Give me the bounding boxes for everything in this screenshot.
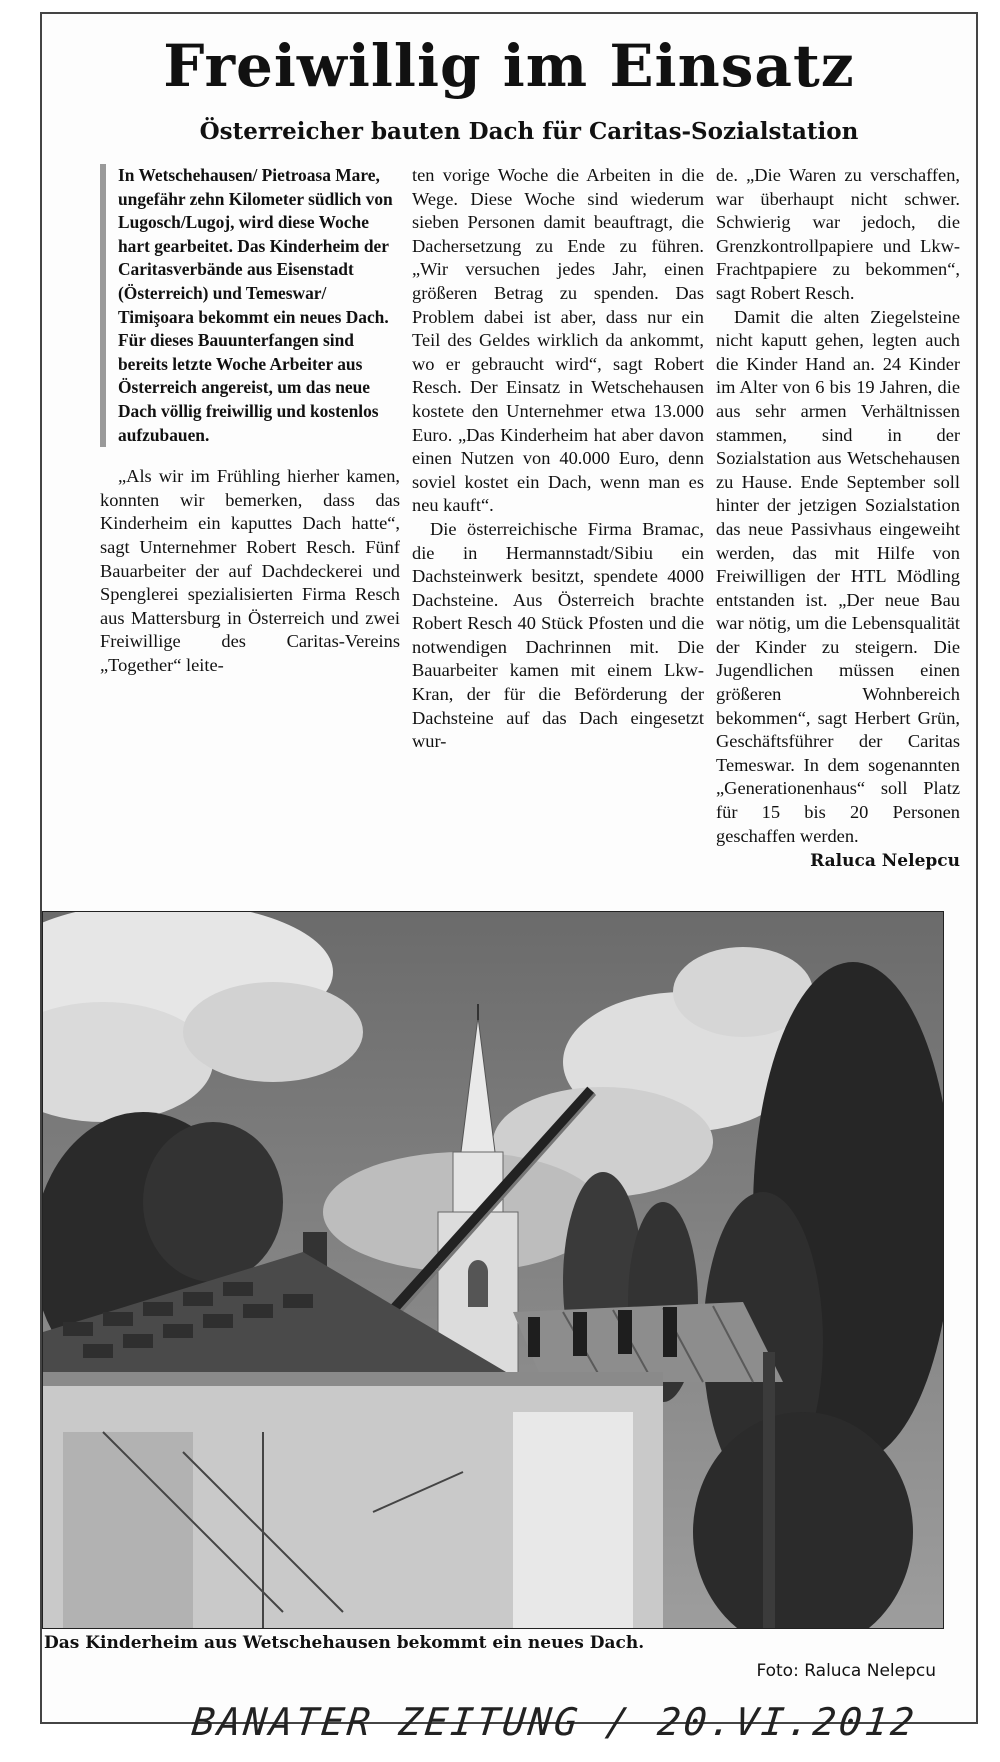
article-paragraph: ten vorige Woche die Arbeiten in die Wege. Diese Woche sind wiederum sieben Personen damit beauftragt, die Dachersetzung zu Ende zu führen. „Wir versuchen jedes Jahr, einen größeren Betrag zu spenden. Das Problem dabei ist aber, dass nur ein Teil des Geldes wirklich da ankommt, wo er gebraucht wird“, sagt Robert Resch. Der Einsatz in Wetschehausen kostete den Unternehmer etwa 13.000 Euro. „Das Kinderheim hat aber davon einen Nutzen von 40.000 Euro, denn soviel kostet ein Dach, wenn man es neu kauft“. <box>412 165 704 516</box>
photo-building-crane-church <box>43 912 943 1628</box>
article-paragraph: Damit die alten Ziegelsteine nicht kaputt gehen, legten auch die Kinder Hand an. 24 Kinder im Alter von 6 bis 19 Jahren, die aus sehr armen Verhältnissen stammen, sind in der Sozialstation aus Wetschehausen zu Hause. Ende September soll hinter der jetzigen Sozialstation das neue Passivhaus eingeweiht werden, das mit Hilfe von Freiwilligen der HTL Mödling entstanden ist. „Der neue Bau war nötig, um die Lebensqualität der Kinder zu steigern. Die Jugendlichen müssen einen größeren Wohnbereich bekommen“, sagt Herbert Grün, Geschäftsführer der Caritas Temeswar. In dem sogenannten „Generationenhaus“ soll Platz für 15 bis 20 Personen geschaffen werden. <box>716 306 960 846</box>
article-byline: Raluca Nelepcu <box>810 851 960 872</box>
photo-caption: Das Kinderheim aus Wetschehausen bekommt ein neues Dach. <box>44 1633 645 1653</box>
article-photo <box>42 911 944 1629</box>
article-paragraph: Die österreichische Firma Bramac, die in Hermannstadt/Sibiu ein Dachsteinwerk besitzt, spendete 4000 Dachsteine. Aus Österreich brachte Robert Resch 40 Stück Pfosten und die notwendigen Dachrinnen mit. Die Bauarbeiter kamen mit einem Lkw-Kran, der für die Beförderung der Dachsteine auf das Dach eingesetzt wur- <box>412 518 704 752</box>
article-paragraph: „Als wir im Frühling hierher kamen, konnten wir bemerken, dass das Kinderheim ein kaputtes Dach hatte“, sagt Unternehmer Robert Resch. Fünf Bauarbeiter der auf Dachdeckerei und Spenglerei spezialisierten Firma Resch aus Mattersburg in Österreich und zwei Freiwillige des Caritas-Vereins „Together“ leite- <box>100 466 400 675</box>
article-headline: Freiwillig im Einsatz <box>163 32 855 100</box>
article-column-1 <box>100 164 400 677</box>
photo-credit: Foto: Raluca Nelepcu <box>756 1661 936 1681</box>
handwritten-source-note: BANATER ZEITUNG / 20.VI.2012 <box>189 1700 919 1744</box>
article-column-3 <box>716 164 960 874</box>
article-paragraph: de. „Die Waren zu verschaffen, war überhaupt nicht schwer. Schwierig war jedoch, die Grenzkontrollpapiere und Lkw-Frachtpapiere zu bekommen“, sagt Robert Resch. <box>716 165 960 303</box>
newspaper-clipping <box>40 12 978 1744</box>
article-lead: In Wetschehausen/ Pietroasa Mare, ungefähr zehn Kilometer südlich von Lugosch/Lugoj, wird diese Woche hart gearbeitet. Das Kinderheim der Caritasverbände aus Eisenstadt (Österreich) und Temeswar/ Timişoara bekommt ein neues Dach. Für dieses Bauunterfangen sind bereits letzte Woche Arbeiter aus Österreich angereist, um das neue Dach völlig freiwillig und kostenlos aufzubauen. <box>100 164 400 447</box>
article-column-2 <box>412 164 704 754</box>
article-subheadline: Österreicher bauten Dach für Caritas-Sozialstation <box>199 118 859 145</box>
